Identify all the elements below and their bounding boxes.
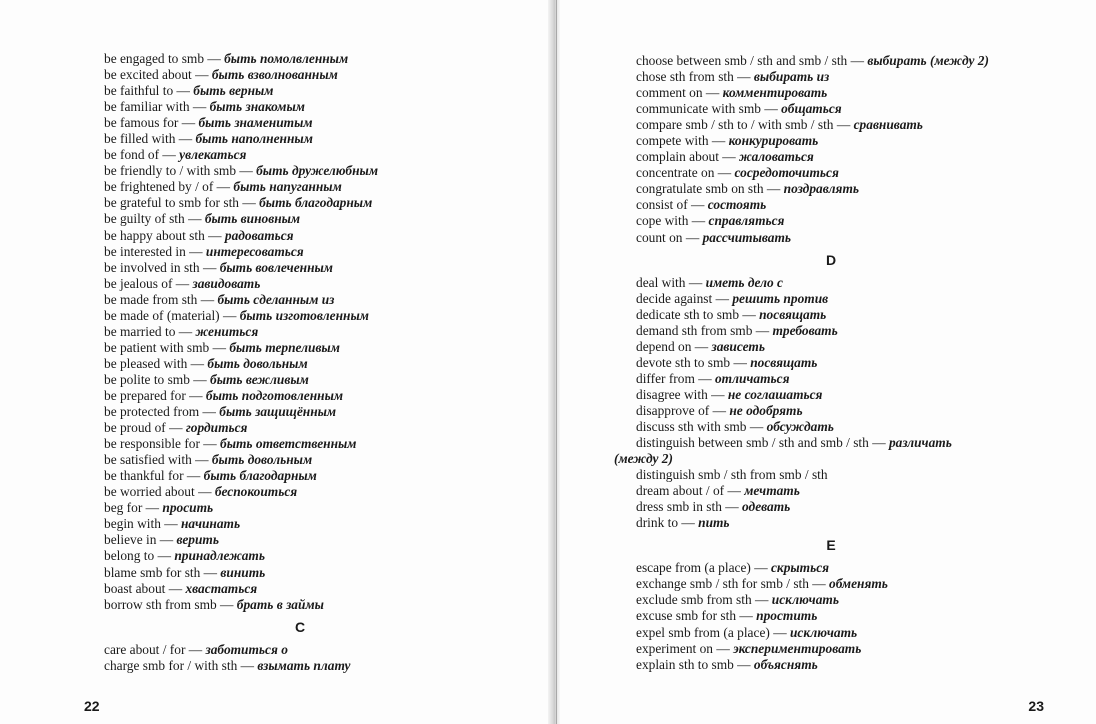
entry-russian: быть верным: [193, 83, 274, 99]
dictionary-entry: disagree with — не соглашаться: [636, 386, 823, 402]
entry-english: be frightened by / of: [104, 179, 214, 195]
entry-russian: беспокоиться: [214, 484, 298, 500]
entry-english: begin with: [104, 516, 161, 532]
page-number-left: 22: [84, 698, 100, 714]
entry-english: be filled with: [104, 131, 176, 147]
right-column: [614, 53, 1086, 673]
entry-english: be responsible for: [104, 436, 200, 452]
dictionary-entry: escape from (a place) — скрыться: [636, 560, 830, 576]
entry-english: be polite to smb: [104, 371, 190, 387]
dictionary-entry: be familiar with — быть знакомым: [104, 99, 305, 115]
dictionary-entry: exclude smb from sth — исключать: [636, 592, 839, 608]
entry-russian: исключать: [771, 592, 839, 608]
entry-english: belong to: [104, 548, 155, 564]
entry-english: distinguish between smb / sth and smb / sth: [636, 435, 869, 451]
right-page: [556, 0, 1096, 724]
entry-english: escape from (a place): [636, 560, 751, 576]
entry-russian: одевать: [742, 499, 791, 515]
dictionary-entry: borrow sth from smb — брать в займы: [104, 596, 324, 612]
entry-russian: требовать: [772, 322, 838, 338]
left-column: [104, 51, 544, 674]
dictionary-entry: distinguish between smb / sth and smb / sth — различать (между 2): [636, 435, 1086, 467]
dictionary-entry: discuss sth with smb — обсуждать: [636, 418, 834, 434]
dictionary-entry: be pleased with — быть довольным: [104, 355, 308, 371]
entry-russian: завидовать: [192, 275, 261, 291]
entry-english: dedicate sth to smb: [636, 306, 740, 322]
section-letter-e: E: [826, 537, 836, 554]
dictionary-entry: compete with — конкурировать: [636, 133, 819, 149]
entry-russian: объяснять: [753, 656, 818, 672]
entries-b-list: [104, 51, 544, 613]
dictionary-entry: be made of (material) — быть изготовленным: [104, 307, 369, 323]
entry-english: be engaged to smb: [104, 51, 205, 66]
entry-russian: принадлежать: [174, 548, 265, 564]
dictionary-entry: believe in — верить: [104, 532, 219, 548]
entry-russian: посвящать: [750, 354, 818, 370]
dictionary-entry: disapprove of — не одобрять: [636, 402, 803, 418]
entry-english: congratulate smb on sth: [636, 181, 764, 197]
entry-russian: жаловаться: [739, 149, 814, 165]
dictionary-entry: [636, 467, 1086, 483]
entry-russian: быть знакомым: [209, 99, 305, 115]
dictionary-entry: dress smb in sth — одевать: [636, 499, 791, 515]
dictionary-entry: be responsible for — быть ответственным: [104, 436, 357, 452]
entry-russian: взымать плату: [257, 657, 351, 673]
dictionary-entry: decide against — решить против: [636, 290, 829, 306]
entry-russian: быть вовлеченным: [219, 259, 333, 275]
entry-russian: скрыться: [770, 560, 830, 576]
dictionary-entry: charge smb for / with sth — взымать плату: [104, 657, 351, 673]
entry-russian: интересоваться: [205, 243, 304, 259]
entry-english: borrow sth from smb: [104, 596, 217, 612]
entry-russian: просить: [162, 500, 214, 516]
dictionary-entry: blame smb for sth — винить: [104, 564, 266, 580]
entry-english: choose between smb / sth and smb / sth: [636, 53, 848, 68]
entry-english: devote sth to smb: [636, 354, 731, 370]
entry-english: deal with: [636, 274, 686, 290]
entry-russian: быть взволнованным: [211, 67, 338, 83]
entry-english: disapprove of: [636, 402, 710, 418]
entry-russian: увлекаться: [179, 147, 247, 163]
entry-english: comment on: [636, 85, 703, 101]
entry-english: distinguish smb / sth from smb / sth: [636, 467, 828, 483]
entry-russian: начинать: [181, 516, 241, 532]
entry-russian: быть дружелюбным: [256, 163, 378, 179]
entry-english: be worried about: [104, 484, 195, 500]
entry-english: be guilty of sth: [104, 211, 185, 227]
dictionary-entry: deal with — иметь дело с: [636, 274, 783, 290]
entry-english: charge smb for / with sth: [104, 657, 238, 673]
entry-russian: мечтать: [744, 483, 800, 499]
entry-russian: справляться: [708, 213, 785, 229]
dictionary-entry: consist of — состоять: [636, 197, 767, 213]
entry-english: be interested in: [104, 243, 186, 259]
entry-english: be married to: [104, 323, 176, 339]
entry-english: be fond of: [104, 147, 160, 163]
entry-russian: простить: [756, 608, 818, 624]
entry-russian: жениться: [195, 323, 259, 339]
page-number-right: 23: [1028, 698, 1044, 714]
entry-english: dress smb in sth: [636, 499, 722, 515]
entry-english: be proud of: [104, 420, 166, 436]
dictionary-entry: be patient with smb — быть терпеливым: [104, 339, 340, 355]
entry-english: be made of (material): [104, 307, 220, 323]
dictionary-entry: count on — рассчитывать: [636, 229, 791, 245]
entry-russian: экспериментировать: [733, 640, 862, 656]
dictionary-entry: concentrate on — сосредоточиться: [636, 165, 839, 181]
entry-english: compare smb / sth to / with smb / sth: [636, 117, 834, 133]
entry-russian: поздравлять: [783, 181, 859, 197]
dictionary-entry: be protected from — быть защищённым: [104, 404, 337, 420]
entry-english: drink to: [636, 515, 679, 531]
dictionary-entry: be made from sth — быть сделанным из: [104, 291, 335, 307]
dictionary-entry: be fond of — увлекаться: [104, 147, 247, 163]
dictionary-entry: be interested in — интересоваться: [104, 243, 304, 259]
dictionary-entry: expel smb from (a place) — исключать: [636, 624, 858, 640]
entries-c-list: [104, 642, 544, 674]
entry-russian: быть сделанным из: [217, 291, 335, 307]
dictionary-entry: be famous for — быть знаменитым: [104, 115, 313, 131]
entry-russian: выбирать из: [753, 69, 830, 85]
entry-english: blame smb for sth: [104, 564, 201, 580]
entry-english: excuse smb for sth: [636, 608, 737, 624]
entry-russian: обсуждать: [766, 418, 834, 434]
entry-russian: быть довольным: [207, 355, 308, 371]
dictionary-entry: be frightened by / of — быть напуганным: [104, 179, 342, 195]
dictionary-entry: be polite to smb — быть вежливым: [104, 371, 309, 387]
dictionary-entry: be friendly to / with smb — быть дружелюбным: [104, 163, 378, 179]
entry-english: depend on: [636, 338, 692, 354]
dictionary-entry: be grateful to smb for sth — быть благодарным: [104, 195, 373, 211]
entry-russian: решить против: [732, 290, 829, 306]
entry-english: cope with: [636, 213, 689, 229]
entry-english: be thankful for: [104, 468, 184, 484]
dictionary-entry: drink to — пить: [636, 515, 730, 531]
entry-russian: общаться: [781, 101, 842, 117]
entry-russian: быть терпеливым: [229, 339, 340, 355]
entries-d-list: [636, 275, 1086, 435]
entry-english: care about / for: [104, 641, 186, 657]
entry-english: be patient with smb: [104, 339, 210, 355]
entry-russian: сосредоточиться: [734, 165, 839, 181]
entry-english: disagree with: [636, 386, 708, 402]
dictionary-entry: complain about — жаловаться: [636, 149, 814, 165]
dictionary-entry: dedicate sth to smb — посвящать: [636, 306, 827, 322]
entry-english: communicate with smb: [636, 101, 761, 117]
entry-russian: быть виновным: [204, 211, 301, 227]
entry-russian: быть благодарным: [203, 468, 317, 484]
entry-english: be satisfied with: [104, 452, 192, 468]
dictionary-entry: be faithful to — быть верным: [104, 83, 274, 99]
entry-english: compete with: [636, 133, 709, 149]
entry-english: be famous for: [104, 115, 179, 131]
entry-russian: верить: [176, 532, 219, 548]
dictionary-entry: experiment on — экспериментировать: [636, 640, 862, 656]
entry-english: complain about: [636, 149, 719, 165]
dictionary-entry: choose between smb / sth and smb / sth — выбирать (между 2): [636, 53, 989, 68]
entry-english: exclude smb from sth: [636, 592, 752, 608]
entry-english: be protected from: [104, 404, 200, 420]
entry-english: be made from sth: [104, 291, 198, 307]
dictionary-entry: be guilty of sth — быть виновным: [104, 211, 301, 227]
dictionary-entry: excuse smb for sth — простить: [636, 608, 818, 624]
entries-c-continued-list: [636, 53, 1086, 246]
dictionary-entry: explain sth to smb — объяснять: [636, 656, 818, 672]
entry-english: be friendly to / with smb: [104, 163, 237, 179]
entry-russian: гордиться: [185, 420, 248, 436]
entry-russian: выбирать (между 2): [867, 53, 989, 68]
entry-english: be grateful to smb for sth: [104, 195, 239, 211]
dictionary-entry: belong to — принадлежать: [104, 548, 265, 564]
entry-russian: состоять: [707, 197, 767, 213]
entry-english: be familiar with: [104, 99, 190, 115]
entry-english: expel smb from (a place): [636, 624, 770, 640]
section-letter-d: D: [825, 251, 837, 268]
entry-russian: зависеть: [711, 338, 765, 354]
entry-russian: обменять: [829, 576, 888, 592]
entry-english: consist of: [636, 197, 688, 213]
entry-russian: различать: [888, 435, 952, 451]
dictionary-entry: be engaged to smb — быть помолвленным: [104, 51, 349, 66]
entries-d-list-continued: [636, 467, 1086, 531]
dictionary-entry: congratulate smb on sth — поздравлять: [636, 181, 859, 197]
entry-russian: пить: [698, 515, 730, 531]
entry-russian: посвящать: [759, 306, 827, 322]
dictionary-entry: be jealous of — завидовать: [104, 275, 261, 291]
entries-e-list: [636, 560, 1086, 672]
dictionary-entry: boast about — хвастаться: [104, 580, 258, 596]
dictionary-entry: demand sth from smb — требовать: [636, 322, 838, 338]
entry-english: dream about / of: [636, 483, 725, 499]
entry-russian: брать в займы: [236, 596, 324, 612]
entry-english: exchange smb / sth for smb / sth: [636, 576, 809, 592]
dictionary-entry: be filled with — быть наполненным: [104, 131, 313, 147]
entry-english: be involved in sth: [104, 259, 200, 275]
dictionary-entry: be thankful for — быть благодарным: [104, 468, 317, 484]
entry-english: demand sth from smb: [636, 322, 753, 338]
entry-english: explain sth to smb: [636, 656, 734, 672]
dictionary-entry: chose sth from sth — выбирать из: [636, 69, 830, 85]
entry-english: be excited about: [104, 67, 192, 83]
entry-russian: быть знаменитым: [198, 115, 313, 131]
dictionary-entry: dream about / of — мечтать: [636, 483, 800, 499]
entry-russian: иметь дело с: [705, 274, 783, 290]
entry-english: be prepared for: [104, 387, 186, 403]
dictionary-entry: be happy about sth — радоваться: [104, 227, 294, 243]
dictionary-entry: be excited about — быть взволнованным: [104, 67, 338, 83]
dictionary-entry: care about / for — заботиться о: [104, 641, 288, 657]
entry-russian: отличаться: [714, 370, 790, 386]
dictionary-entry: beg for — просить: [104, 500, 214, 516]
entry-russian: быть помолвленным: [224, 51, 349, 66]
entry-russian: быть благодарным: [259, 195, 373, 211]
entry-russian: быть вежливым: [210, 371, 309, 387]
entry-russian: радоваться: [224, 227, 294, 243]
dictionary-entry: exchange smb / sth for smb / sth — обменять: [636, 576, 888, 592]
entry-english: believe in: [104, 532, 157, 548]
dictionary-entry: be satisfied with — быть довольным: [104, 452, 313, 468]
entry-english: chose sth from sth: [636, 69, 734, 85]
entry-english: boast about: [104, 580, 166, 596]
entry-russian: хвастаться: [185, 580, 258, 596]
entry-russian: не одобрять: [729, 402, 803, 418]
entry-russian: быть довольным: [211, 452, 313, 468]
entry-english: decide against: [636, 290, 713, 306]
entry-russian: исключать: [789, 624, 858, 640]
dictionary-entry: be worried about — беспокоиться: [104, 484, 298, 500]
entry-russian: сравнивать: [853, 117, 923, 133]
dictionary-entry: cope with — справляться: [636, 213, 785, 229]
dictionary-entry: depend on — зависеть: [636, 338, 765, 354]
entry-russian: быть напуганным: [233, 179, 342, 195]
dictionary-entry: communicate with smb — общаться: [636, 101, 842, 117]
entry-russian-continued: (между 2): [614, 451, 673, 467]
entry-russian: быть изготовленным: [239, 307, 369, 323]
entry-russian: конкурировать: [728, 133, 819, 149]
entry-russian: не соглашаться: [727, 386, 823, 402]
dictionary-entry: compare smb / sth to / with smb / sth — сравнивать: [636, 117, 923, 133]
entry-russian: заботиться о: [205, 641, 288, 657]
entry-english: be jealous of: [104, 275, 173, 291]
entry-russian: быть наполненным: [195, 131, 313, 147]
entry-russian: быть ответственным: [220, 436, 357, 452]
entry-russian: комментировать: [722, 85, 828, 101]
entry-english: experiment on: [636, 640, 713, 656]
entry-russian: рассчитывать: [702, 229, 791, 245]
dictionary-entry: be married to — жениться: [104, 323, 259, 339]
entry-english: be happy about sth: [104, 227, 205, 243]
dictionary-entry: begin with — начинать: [104, 516, 241, 532]
entry-english: beg for: [104, 500, 143, 516]
dictionary-entry: be prepared for — быть подготовленным: [104, 387, 344, 403]
entry-english: concentrate on: [636, 165, 715, 181]
entry-english: be faithful to: [104, 83, 174, 99]
entry-russian: быть защищённым: [219, 404, 337, 420]
dictionary-entry: differ from — отличаться: [636, 370, 790, 386]
dictionary-entry: be proud of — гордиться: [104, 420, 248, 436]
entry-english: differ from: [636, 370, 695, 386]
dictionary-entry: devote sth to smb — посвящать: [636, 354, 818, 370]
dictionary-entry: be involved in sth — быть вовлеченным: [104, 259, 333, 275]
entry-english: count on: [636, 229, 683, 245]
section-letter-c: C: [294, 618, 306, 635]
entry-english: discuss sth with smb: [636, 418, 747, 434]
dictionary-entry: comment on — комментировать: [636, 85, 828, 101]
entry-russian: винить: [220, 564, 266, 580]
entry-english: be pleased with: [104, 355, 188, 371]
entry-russian: быть подготовленным: [205, 387, 344, 403]
